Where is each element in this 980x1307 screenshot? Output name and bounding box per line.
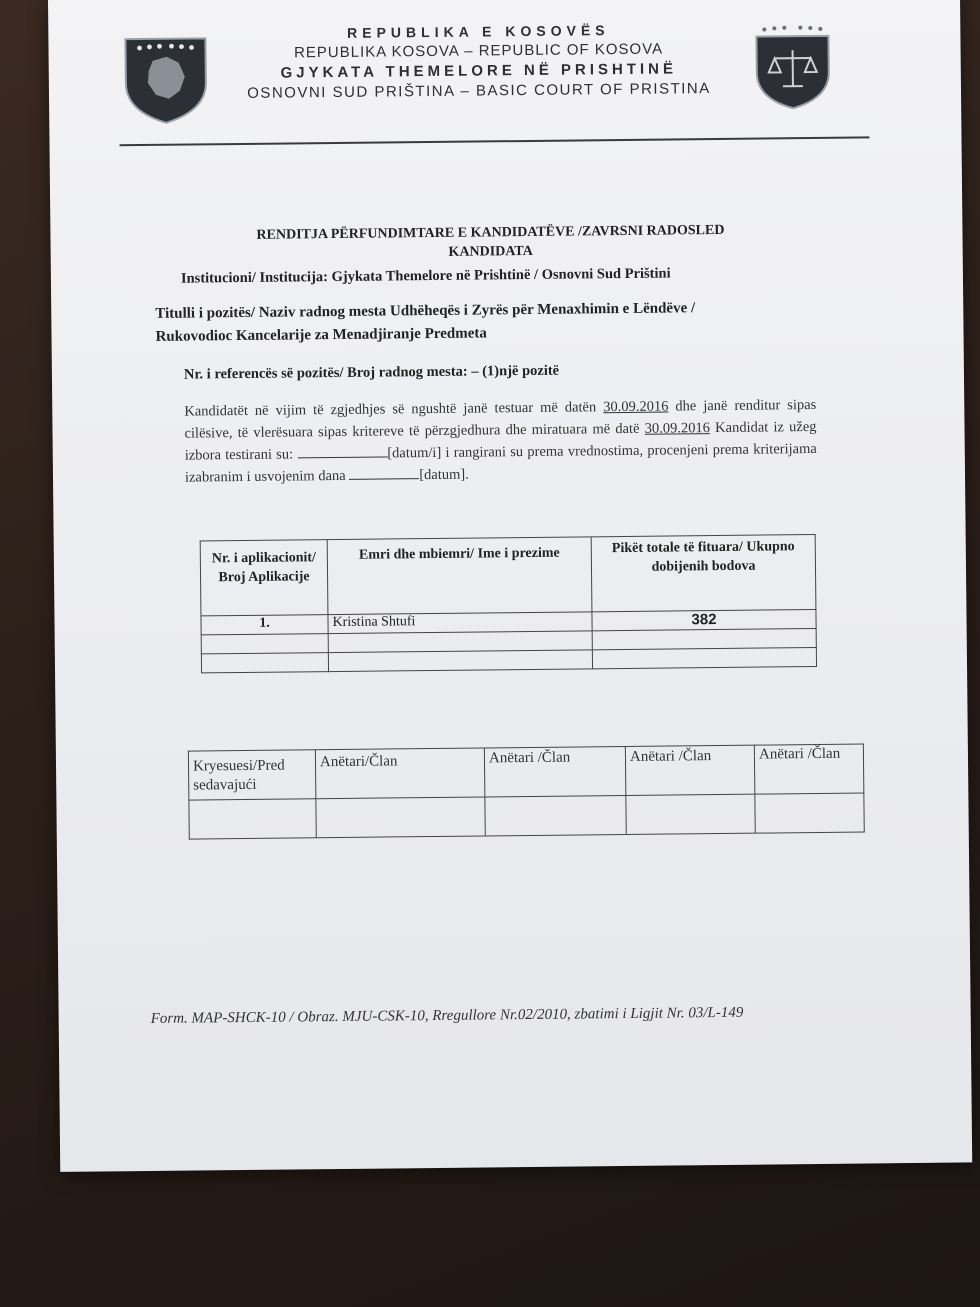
date-blank-2	[349, 466, 419, 480]
cell-empty	[201, 634, 328, 654]
justice-scales-emblem-icon	[752, 24, 833, 111]
header-member-1: Anëtari/Član	[315, 748, 485, 799]
results-header-row	[200, 534, 816, 615]
header-divider	[120, 136, 870, 146]
header-chairperson: Kryesuesi/Pred sedavajući	[188, 750, 316, 800]
signature-table	[188, 743, 865, 839]
cell-application-number: 1.	[201, 615, 328, 635]
cell-empty	[201, 653, 328, 673]
results-table	[200, 534, 817, 673]
court-header	[218, 19, 739, 104]
position-title	[155, 296, 795, 349]
paragraph-text-1: Kandidatët në vijim të zgjedhjes së ngushtë janë testuar më datën	[184, 399, 597, 420]
paragraph-text-3: Kandidat iz užeg izbora testirani su:	[184, 418, 817, 464]
signature-cell	[189, 799, 316, 839]
testing-paragraph	[184, 394, 817, 489]
header-total-points: Pikët totale të fituara/ Ukupno dobijenih bodova	[591, 534, 816, 611]
position-line-2: Rukovodioc Kancelarije za Menadjiranje Predmeta	[155, 325, 487, 345]
approval-date: 30.09.2016	[644, 420, 711, 437]
header-full-name: Emri dhe mbiemri/ Ime i prezime	[327, 537, 592, 615]
signature-cell	[626, 794, 755, 834]
signature-cell	[316, 797, 485, 838]
signature-cell	[755, 793, 864, 833]
header-member-2: Anëtari /Član	[484, 746, 626, 796]
form-footer: Form. MAP-SHCK-10 / Obraz. MJU-CSK-10, Rregullore Nr.02/2010, zbatimi i Ligjit Nr. 03/L-149	[150, 1004, 744, 1027]
signature-header-row	[188, 744, 863, 800]
document-title	[210, 220, 770, 264]
header-application-number: Nr. i aplikacionit/ Broj Aplikacije	[200, 540, 328, 616]
cell-empty	[592, 628, 816, 649]
signature-cell	[485, 795, 626, 835]
header-line-1: REPUBLIKA E KOSOVËS	[347, 22, 610, 41]
header-line-4: OSNOVNI SUD PRIŠTINA – BASIC COURT OF PRISTINA	[247, 80, 711, 102]
title-line-1: RENDITJA PËRFUNDIMTARE E KANDIDATËVE /ZAVRSNI RADOSLED	[256, 222, 725, 243]
signature-row	[189, 793, 864, 839]
date-blank-1	[297, 444, 387, 458]
header-line-2: REPUBLIKA KOSOVA – REPUBLIC OF KOSOVA	[293, 40, 664, 62]
test-date: 30.09.2016	[603, 398, 669, 416]
header-member-3: Anëtari /Član	[625, 745, 755, 795]
header-line-3: GJYKATA THEMELORE NË PRISHTINË	[280, 60, 678, 82]
document-page	[48, 0, 972, 1172]
kosovo-coat-of-arms-icon	[122, 32, 209, 125]
position-reference: Nr. i referencës së pozitës/ Broj radnog mesta: – (1)një pozitë	[183, 362, 560, 383]
cell-full-name: Kristina Shtufi	[328, 612, 592, 634]
cell-empty	[328, 650, 592, 672]
position-line-1: Titulli i pozitës/ Naziv radnog mesta Udhëheqës i Zyrës për Menaxhimin e Lëndëve /	[155, 300, 696, 322]
header-member-4: Anëtari /Član	[754, 744, 864, 794]
title-line-2: KANDIDATA	[448, 243, 533, 260]
paragraph-text-2: dhe janë renditur sipas cilësive, të vlerësuara sipas kritereve të përzgjedhura dhe miratuara më datë	[184, 396, 817, 442]
paragraph-text-4: [datum/i] i rangirani su prema vrednostima, procenjeni prema kriterijama izabranim i usvojenim dana	[184, 440, 817, 486]
institution-line: Institucioni/ Institucija: Gjykata Themelore në Prishtinë / Osnovni Sud Prištini	[180, 265, 671, 287]
cell-empty	[592, 647, 816, 668]
cell-total-points: 382	[592, 609, 816, 630]
paragraph-text-5: [datum].	[419, 466, 469, 484]
